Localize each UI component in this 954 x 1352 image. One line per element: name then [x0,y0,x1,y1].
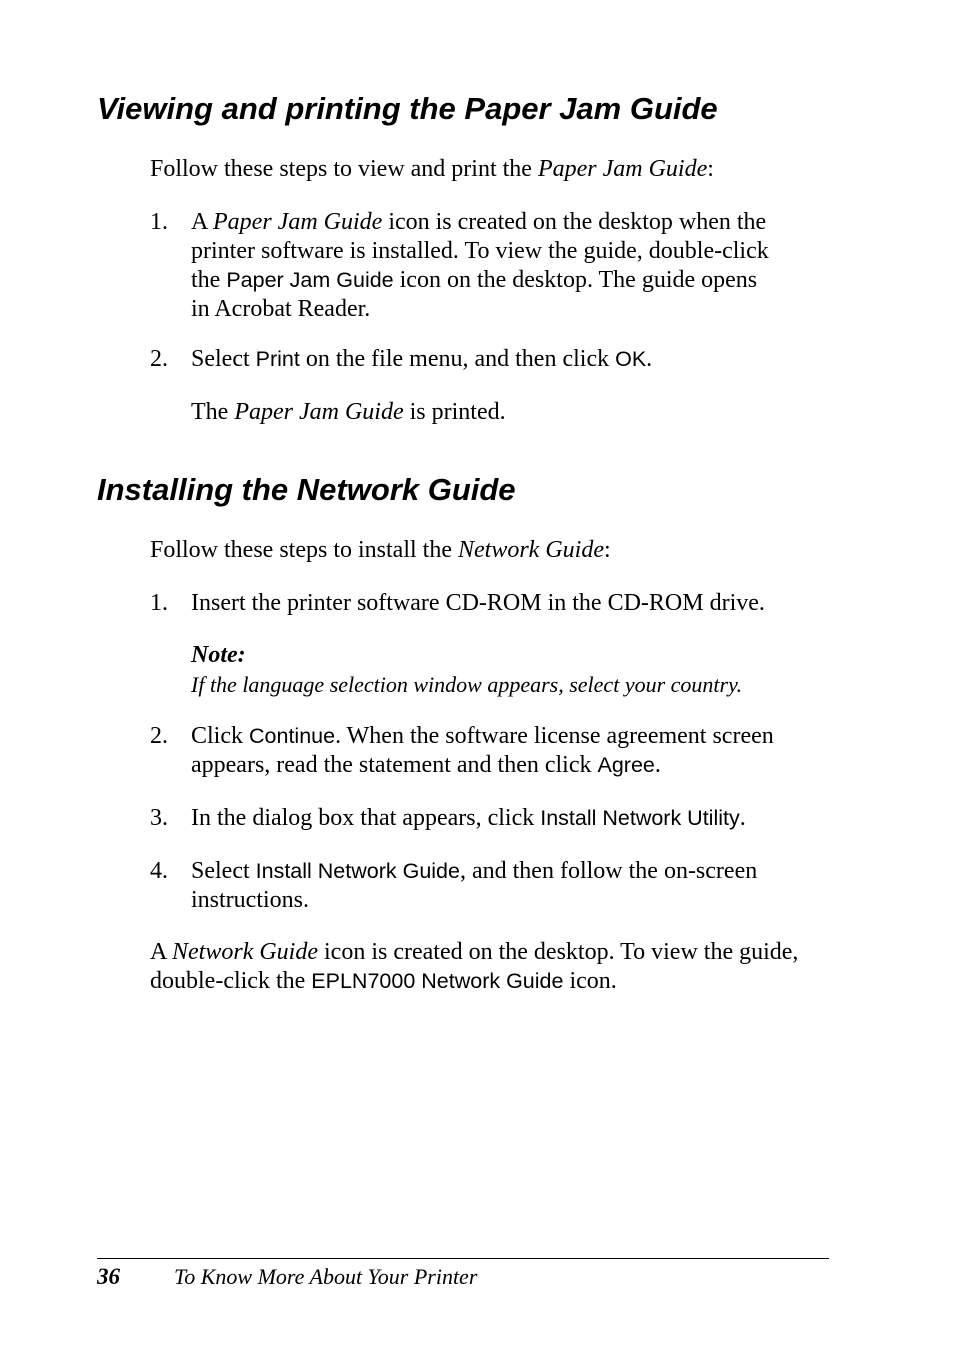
text-run: the [191,267,227,293]
step-line [191,208,769,237]
section2-intro [150,536,840,565]
closing-line [150,967,840,996]
text-italic: Paper Jam Guide [213,209,383,235]
text-run: , and then follow the on-screen [459,858,758,884]
text-run: double-click the [150,968,312,994]
text-italic: Paper Jam Guide [234,399,404,425]
footer-divider [97,1258,829,1259]
text-run: . When the software license agreement screen [335,723,774,749]
step-number: 2. [150,346,168,372]
text-run: appears, read the statement and then click [191,752,598,778]
section2-step-2 [150,722,840,782]
step-number: 1. [150,590,168,616]
text-run: icon is created on the desktop when the [382,209,767,235]
text-run: is printed. [403,399,506,425]
text-run: on the file menu, and then click [299,346,616,372]
footer-chapter-title: To Know More About Your Printer [174,1264,478,1289]
step-text: Insert the printer software CD-ROM in the CD-ROM drive. [191,590,765,616]
text-run: A [150,939,173,965]
text-run: The [191,399,235,425]
page-number: 36 [97,1264,120,1289]
note-body: If the language selection window appears, select your country. [191,672,743,697]
text-run: A [191,209,214,235]
step-line [191,857,757,886]
step-text [191,857,757,915]
step-text [191,804,746,833]
step-line: instructions. [191,887,309,913]
note-title: Note: [191,642,246,668]
text-run: icon. [563,968,617,994]
section1-step-2 [150,345,840,375]
intro-text: Follow these steps to install the [150,537,458,563]
ui-term: Paper Jam Guide [226,268,394,292]
step-line [191,751,774,780]
ui-term: Install Network Guide [255,859,460,883]
section1-step-1 [150,208,840,328]
section2-step-3 [150,804,840,834]
section1-result [191,398,506,427]
ui-term: Print [255,347,300,371]
section1-intro [150,155,840,184]
text-run: Select [191,346,256,372]
intro-italic: Network Guide [457,537,604,563]
text-run: icon is created on the desktop. To view the guide, [318,939,799,965]
step-number: 2. [150,723,168,749]
section2-step-4 [150,857,840,917]
ui-term: Agree [597,753,655,777]
ui-term: OK [615,347,647,371]
text-run: In the dialog box that appears, click [191,805,541,831]
ui-term: EPLN7000 Network Guide [311,969,564,993]
step-line: printer software is installed. To view the guide, double-click [191,238,769,264]
text-run: . [739,805,746,831]
step-number: 1. [150,209,168,235]
text-run: icon on the desktop. The guide opens [393,267,758,293]
step-line: in Acrobat Reader. [191,296,371,322]
text-run: . [654,752,661,778]
step-text [191,345,652,374]
intro-text: Follow these steps to view and print the [150,156,538,182]
text-run: Click [191,723,249,749]
step-number: 4. [150,858,168,884]
intro-italic: Paper Jam Guide [537,156,708,182]
text-italic: Network Guide [172,939,318,965]
closing-line [150,938,840,967]
section-heading-network-guide: Installing the Network Guide [97,472,516,507]
step-number: 3. [150,805,168,831]
note-block [191,641,742,699]
intro-punct: : [707,156,714,182]
section2-closing [150,938,840,996]
ui-term: Continue [249,724,336,748]
ui-term: Install Network Utility [540,806,740,830]
step-line [191,722,774,751]
step-text [191,722,774,780]
text-run: . [646,346,653,372]
text-run: Select [191,858,256,884]
section2-step-1 [150,589,840,619]
section-heading-paper-jam-guide: Viewing and printing the Paper Jam Guide [97,91,718,126]
intro-punct: : [603,537,611,563]
step-text [191,208,769,324]
step-line [191,266,769,295]
